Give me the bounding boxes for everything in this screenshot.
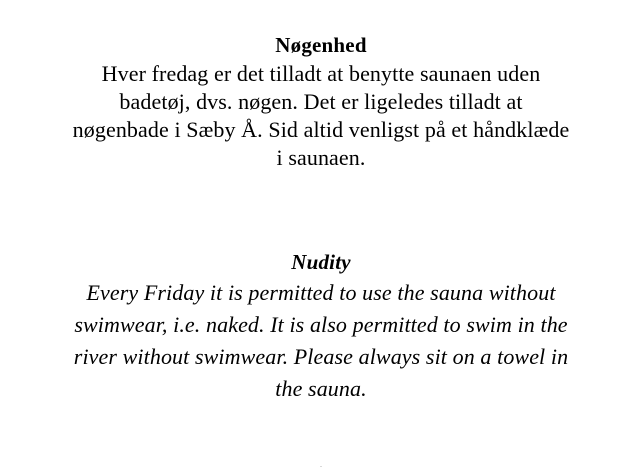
english-body <box>16 277 626 405</box>
danish-body <box>16 60 626 172</box>
english-line: Every Friday it is permitted to use the sauna without <box>86 280 556 305</box>
danish-line: nøgenbade i Sæby Å. Sid altid venligst på et håndklæde <box>72 117 570 142</box>
danish-heading: Nøgenhed <box>275 33 367 57</box>
danish-line: i saunaen. <box>276 145 366 170</box>
english-notice <box>16 247 626 405</box>
english-line: swimwear, i.e. naked. It is also permitted to swim in the <box>74 312 568 337</box>
english-line: river without swimwear. Please always sit on a towel in <box>73 344 569 369</box>
english-heading: Nudity <box>291 250 351 274</box>
danish-line: Hver fredag er det tilladt at benytte saunaen uden <box>101 61 541 86</box>
danish-notice <box>16 30 626 172</box>
scan-speck <box>320 466 322 467</box>
danish-line: badetøj, dvs. nøgen. Det er ligeledes tilladt at <box>119 89 523 114</box>
english-line: the sauna. <box>275 376 367 401</box>
